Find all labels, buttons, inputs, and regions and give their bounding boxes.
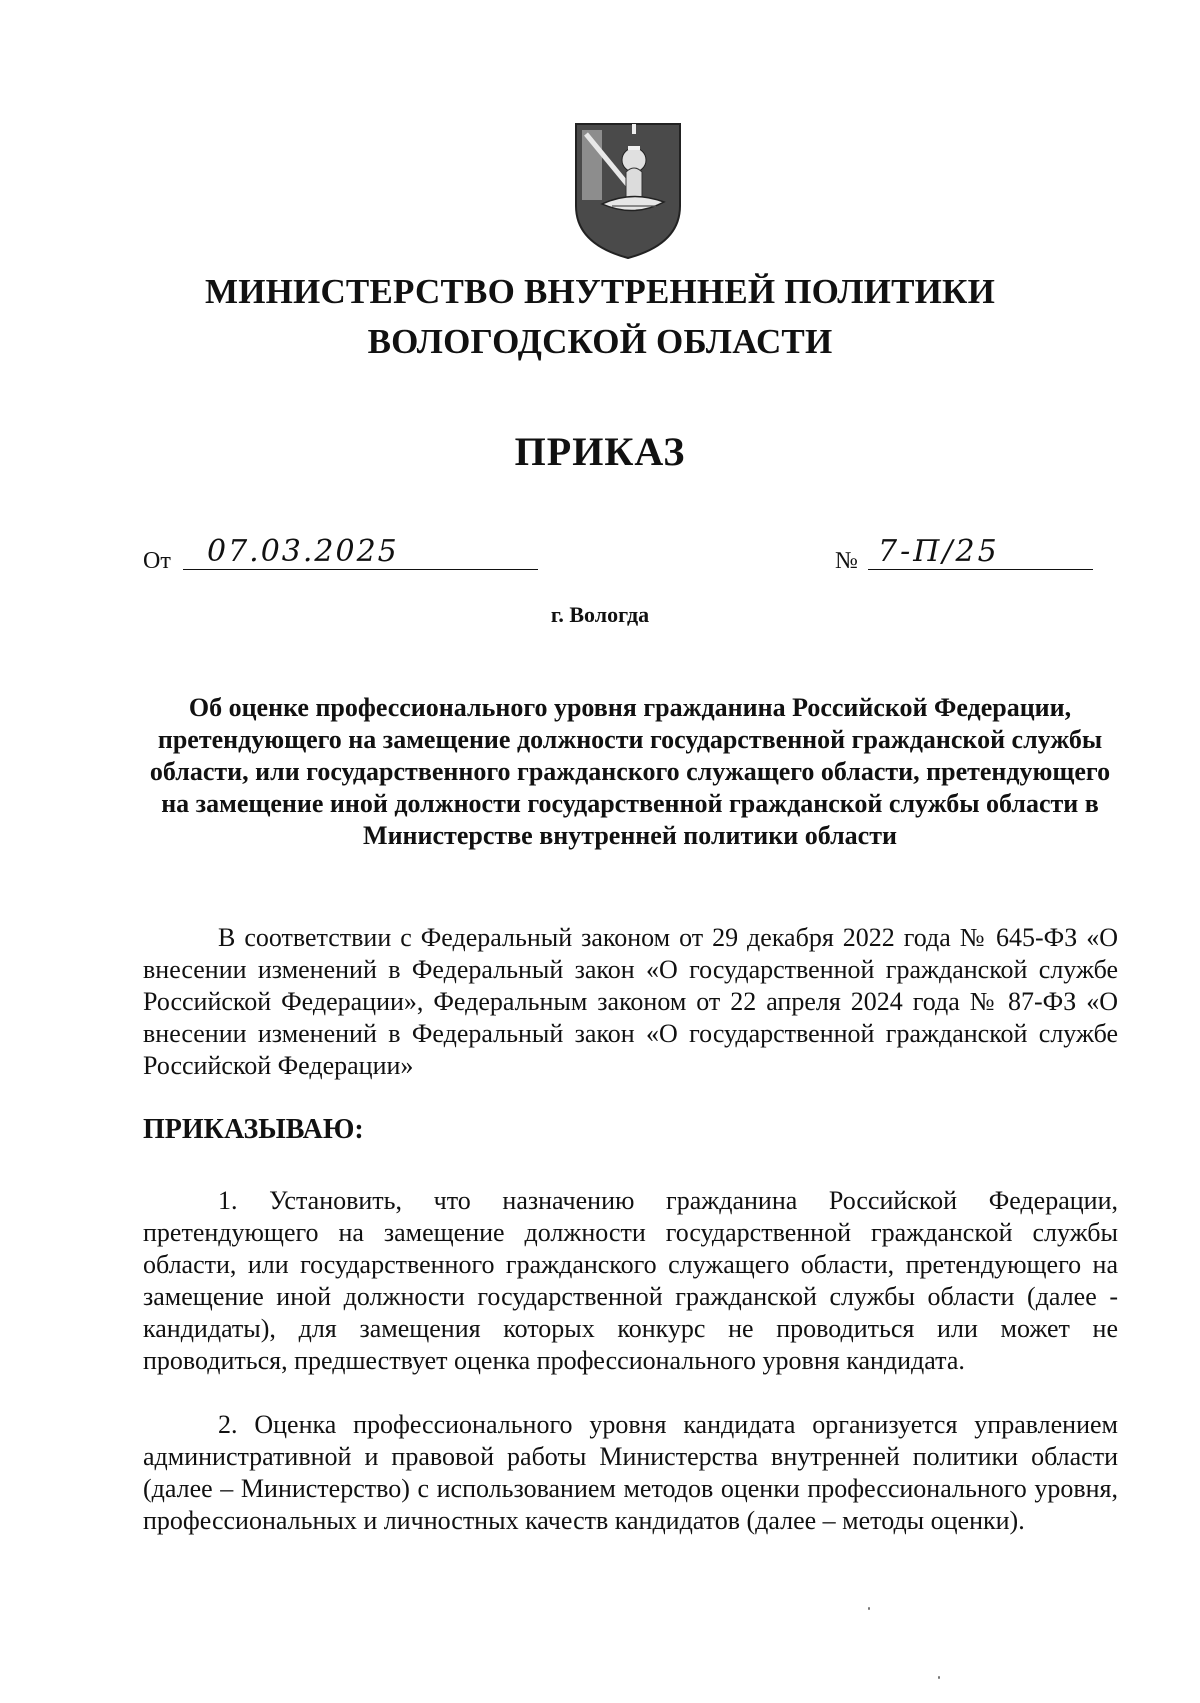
date-number-row — [143, 534, 1093, 578]
number-handwritten: 7-П/25 — [868, 534, 1093, 570]
city-name: г. Вологда — [550, 602, 650, 627]
scan-speck — [938, 1676, 940, 1679]
decree-word: ПРИКАЗЫВАЮ: — [143, 1114, 364, 1145]
item-1-paragraph: 1. Установить, что назначению гражданина Российской Федерации, претендующего на замещение должности государственной гражданской службы области, или государственного гражданского служащего области, претендующего на замещение иной должности государственной гражданской службы области (далее - кандидаты), для замещения которых конкурс не проводиться или может не проводиться, предшествует оценка профессионального уровня кандидата. — [143, 1186, 1118, 1375]
legal-basis-paragraph: В соответствии с Федеральный законом от 29 декабря 2022 года № 645-ФЗ «О внесении изменений в Федеральный закон «О государственной гражданской службе Российской Федерации», Федеральным законом от 22 апреля 2024 года № 87-ФЗ «О внесении изменений в Федеральный закон «О государственной гражданской службе Российской Федерации» — [143, 923, 1118, 1080]
ministry-name-line1: МИНИСТЕРСТВО ВНУТРЕННЕЙ ПОЛИТИКИ — [204, 272, 996, 311]
date-label: От — [143, 548, 171, 574]
order-subject: Об оценке профессионального уровня гражданина Российской Федерации, претендующего на замещение должности государственной гражданской службы области, или государственного гражданского служащего области, претендующего на замещение иной должности государственной гражданской службы области в Министерстве внутренней политики области — [149, 693, 1111, 850]
document-type-title: ПРИКАЗ — [514, 429, 686, 474]
ministry-name-line2: ВОЛОГОДСКОЙ ОБЛАСТИ — [367, 322, 833, 361]
date-handwritten: 07.03.2025 — [183, 534, 538, 570]
number-label: № — [835, 548, 858, 574]
item-2-paragraph: 2. Оценка профессионального уровня кандидата организуется управлением административной и правовой работы Министерства внутренней политики области (далее – Министерство) с использованием методов оценки профессионального уровня, профессиональных и личностных качеств кандидатов (далее – методы оценки). — [143, 1410, 1118, 1535]
scan-speck — [868, 1607, 870, 1610]
coat-of-arms-emblem — [572, 120, 684, 260]
